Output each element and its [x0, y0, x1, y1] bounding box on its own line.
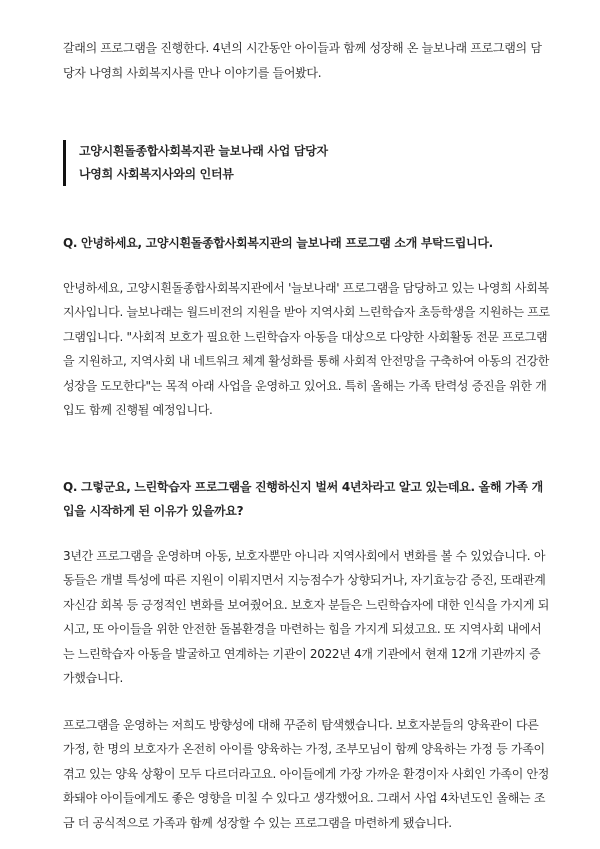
qa-block-2: [63, 475, 551, 836]
question-1: Q. 안녕하세요, 고양시흰돌종합사회복지관의 늘보나래 프로그램 소개 부탁드립니다.: [63, 236, 493, 250]
intro-paragraph: 갈래의 프로그램을 진행한다. 4년의 시간동안 아이들과 함께 성장해 온 늘보나래 프로그램의 담당자 나영희 사회복지사를 만나 이야기를 들어봤다.: [63, 41, 542, 80]
quote-line-2: 나영희 사회복지사와의 인터뷰: [79, 167, 234, 181]
qa-block-1: [63, 231, 551, 423]
interview-header-quote: [63, 140, 551, 186]
answer-2-paragraph-1: 3년간 프로그램을 운영하며 아동, 보호자뿐만 아니라 지역사회에서 변화를 볼 수 있었습니다. 아동들은 개별 특성에 따른 지원이 이뤄지면서 지능점수가 상향되거나, 자기효능감 증진, 또래관계 자신감 회복 등 긍정적인 변화를 보여줬어요. 보호자 분들은 느린학습자에 대한 인식을 가지게 되시고, 또 아이들을 위한 안전한 돌봄환경을 마련하는 힘을 가지게 되셨고요. 또 지역사회 내에서는 느린학습자 아동을 발굴하고 연계하는 기관이 2022년 4개 기관에서 현재 12개 기관까지 증가했습니다.: [63, 548, 550, 685]
section-spacer: [63, 445, 551, 475]
quote-line-1: 고양시흰돌종합사회복지관 늘보나래 사업 담당자: [79, 144, 328, 158]
question-2: Q. 그렇군요, 느린학습자 프로그램을 진행하신지 벌써 4년차라고 알고 있는데요. 올해 가족 개입을 시작하게 된 이유가 있을까요?: [63, 479, 543, 518]
answer-1-paragraph-1: 안녕하세요, 고양시흰돌종합사회복지관에서 '늘보나래' 프로그램을 담당하고 있는 나영희 사회복지사입니다. 늘보나래는 월드비전의 지원을 받아 지역사회 느린학습자 초등학생을 지원하는 프로그램입니다. "사회적 보호가 필요한 느린학습자 아동을 대상으로 다양한 사회활동 전문 프로그램을 지원하고, 지역사회 내 네트워크 체계 활성화를 통해 사회적 안전망을 구축하여 아동의 건강한 성장을 도모한다"는 목적 아래 사업을 운영하고 있어요. 특히 올해는 가족 탄력성 증진을 위한 개입도 함께 진행될 예정입니다.: [63, 280, 550, 417]
answer-2-paragraph-2: 프로그램을 운영하는 저희도 방향성에 대해 꾸준히 탐색했습니다. 보호자분들의 양육관이 다른 가정, 한 명의 보호자가 온전히 아이를 양육하는 가정, 조부모님이 함께 양육하는 가정 등 가족이 겪고 있는 양육 상황이 모두 다르더라고요. 아이들에게 가장 가까운 환경이자 사회인 가족이 안정화돼야 아이들에게도 좋은 영향을 미칠 수 있다고 생각했어요. 그래서 사업 4차년도인 올해는 조금 더 공식적으로 가족과 함께 성장할 수 있는 프로그램을 마련하게 됐습니다.: [63, 717, 550, 830]
